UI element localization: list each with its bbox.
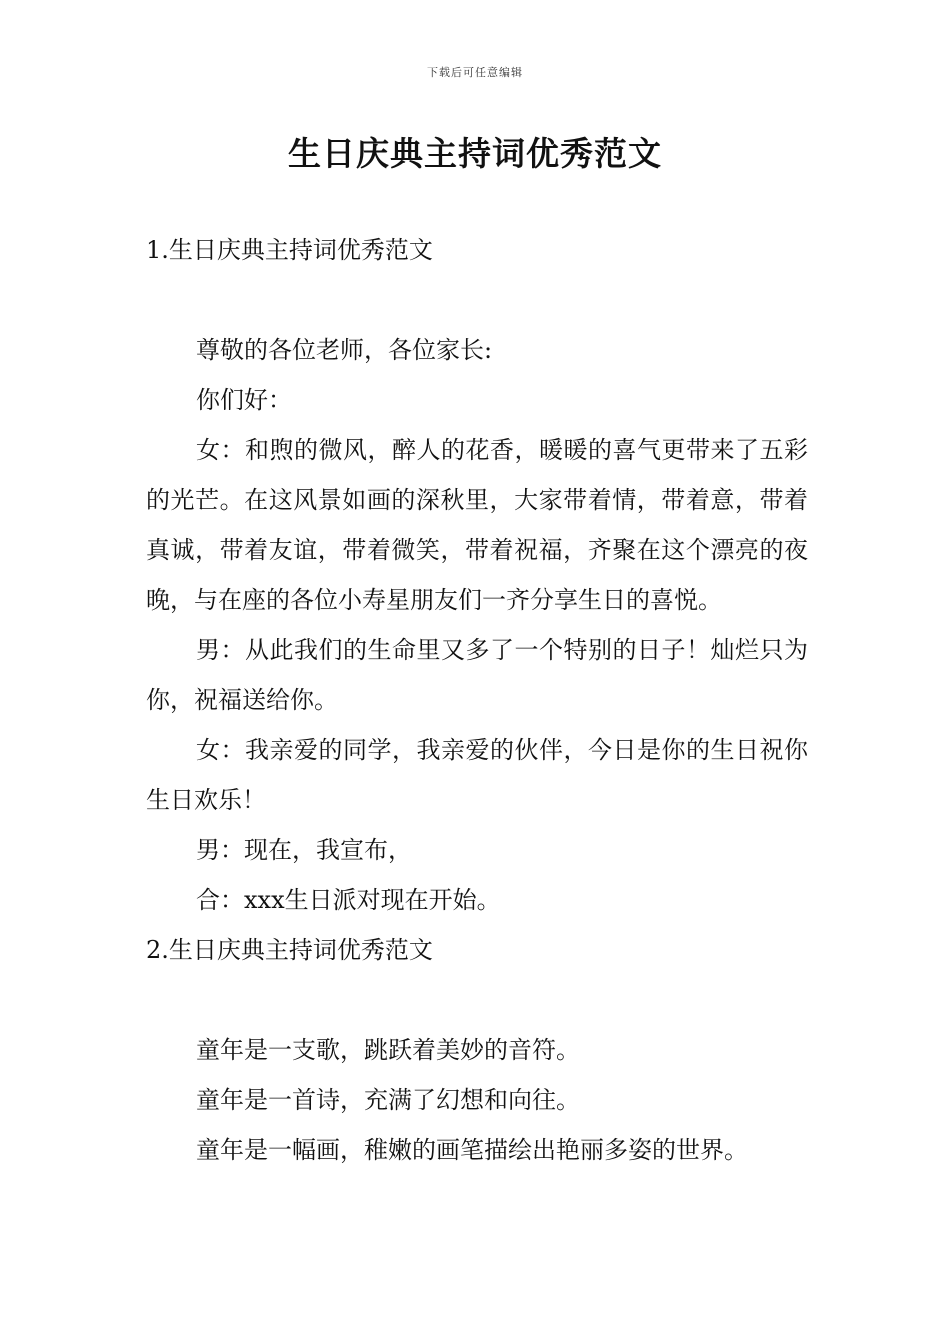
paragraph: 尊敬的各位老师，各位家长: [196,336,493,364]
section-heading-1: 1.生日庆典主持词优秀范文 [146,236,433,264]
paragraph: 合：xxx生日派对现在开始。 [196,886,501,914]
blank-line [146,975,808,1025]
paragraph: 女：和煦的微风，醉人的花香，暖暖的喜气更带来了五彩的光芒。在这风景如画的深秋里，大家带着情，带着意，带着真诚，带着友谊，带着微笑，带着祝福，齐聚在这个漂亮的夜晚，与在座的各位小寿星朋友们一齐分享生日的喜悦。 [146,436,808,614]
document-body [146,225,808,1175]
paragraph: 男：从此我们的生命里又多了一个特别的日子！灿烂只为你，祝福送给你。 [146,636,808,714]
blank-line [146,275,808,325]
document-title: 生日庆典主持词优秀范文 [288,134,662,173]
paragraph: 童年是一首诗，充满了幻想和向往。 [196,1086,580,1114]
section-heading-2: 2.生日庆典主持词优秀范文 [146,936,433,964]
paragraph: 男：现在，我宣布， [196,836,412,864]
paragraph: 童年是一幅画，稚嫩的画笔描绘出艳丽多姿的世界。 [196,1136,748,1164]
paragraph: 女：我亲爱的同学，我亲爱的伙伴，今日是你的生日祝你生日欢乐！ [146,736,808,814]
paragraph: 你们好： [196,386,292,414]
paragraph: 童年是一支歌，跳跃着美妙的音符。 [196,1036,580,1064]
header-note: 下载后可任意编辑 [427,66,523,79]
